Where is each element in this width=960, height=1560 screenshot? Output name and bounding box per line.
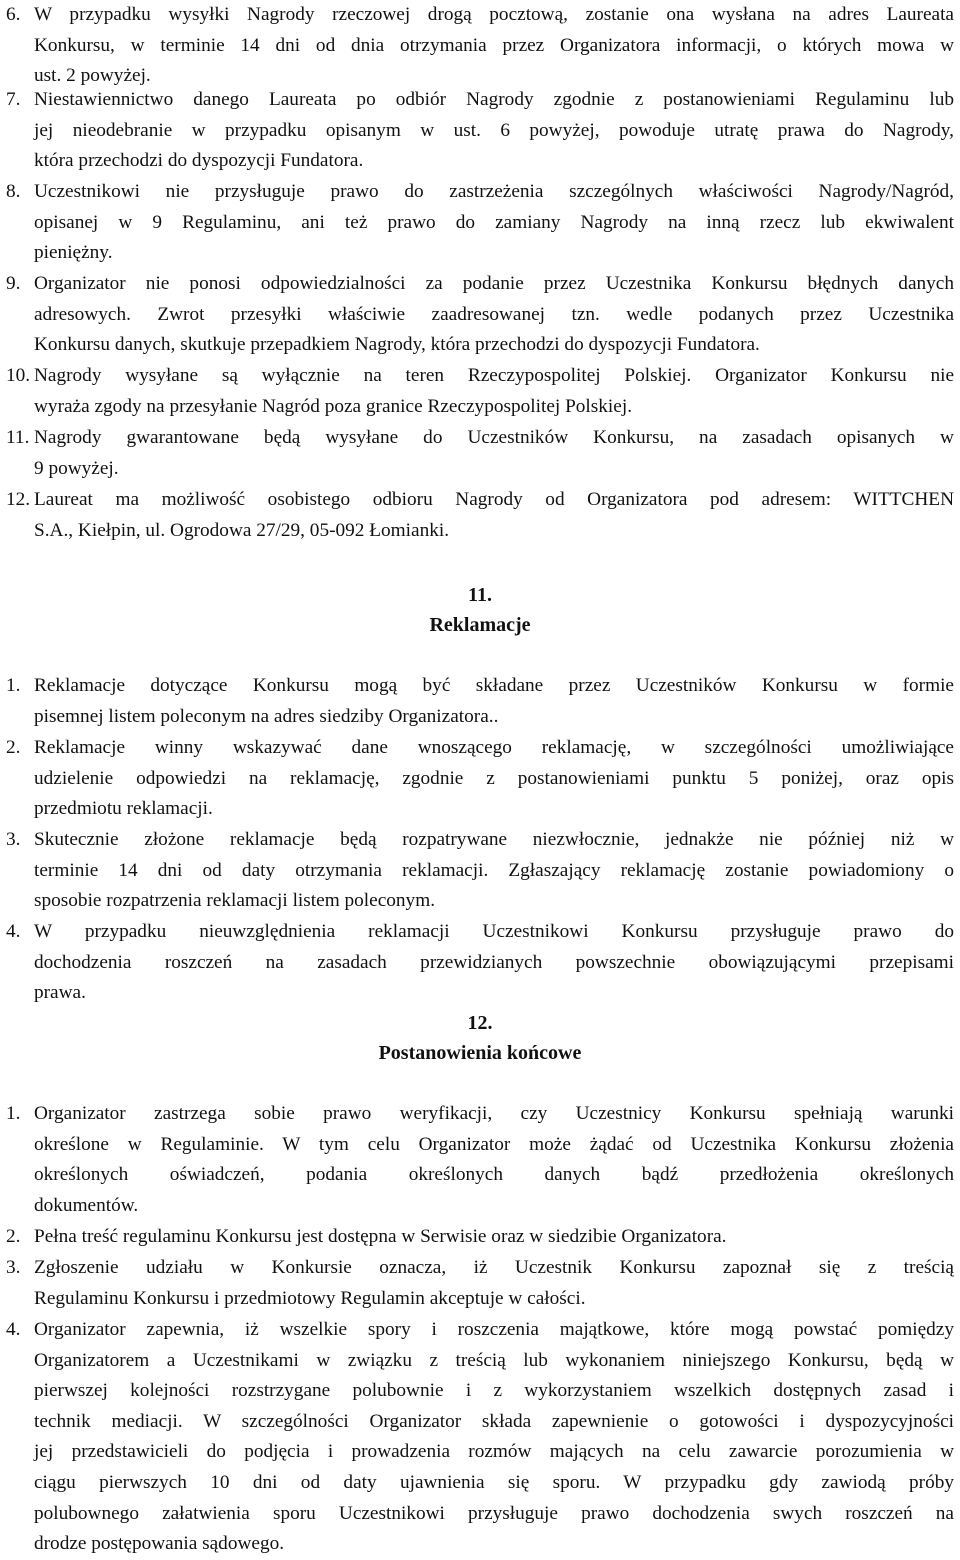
text-line: udzielenie odpowiedzi na reklamację, zgodnie z postanowieniami punktu 5 poniżej, oraz opis <box>34 767 954 789</box>
text-line: dochodzenia roszczeń na zasadach przewidzianych powszechnie obowiązującymi przepisami <box>34 951 954 973</box>
item-number: 4. <box>6 921 21 942</box>
text-line: Laureat ma możliwość osobistego odbioru Nagrody od Organizatora pod adresem: WITTCHEN <box>34 489 954 510</box>
text-line: Reklamacje winny wskazywać dane wnoszącego reklamację, w szczególności umożliwiające <box>34 737 954 758</box>
text-line: W przypadku wysyłki Nagrody rzeczowej drogą pocztową, zostanie ona wysłana na adres Laureata <box>34 4 954 25</box>
text-line: drodze postępowania sądowego. <box>34 1533 285 1555</box>
section-number: 12. <box>467 1012 493 1034</box>
text-line: Nagrody gwarantowane będą wysyłane do Uczestników Konkursu, na zasadach opisanych w <box>34 427 954 448</box>
item-number: 10. <box>6 365 31 386</box>
text-line: określone w Regulaminie. W tym celu Organizator może żądać od Uczestnika Konkursu złożenia <box>34 1133 954 1155</box>
text-line: 9 powyżej. <box>34 457 119 479</box>
text-line: S.A., Kiełpin, ul. Ogrodowa 27/29, 05-092 Łomianki. <box>34 519 450 541</box>
item-number: 11. <box>6 427 30 448</box>
text-line: która przechodzi do dyspozycji Fundatora. <box>34 150 364 172</box>
item-number: 2. <box>6 1226 21 1247</box>
item-number: 8. <box>6 181 21 202</box>
text-line: jej przedstawicieli do podjęcia i prowadzenia rozmów mających na celu zawarcie porozumienia w <box>34 1441 954 1463</box>
text-line: pierwszej kolejności rozstrzygane polubownie i z wykorzystaniem wszelkich dostępnych zasad i <box>34 1380 954 1402</box>
text-line: Niestawiennictwo danego Laureata po odbiór Nagrody zgodnie z postanowieniami Regulaminu lub <box>34 89 954 110</box>
text-line: Konkursu, w terminie 14 dni od dnia otrzymania przez Organizatora informacji, o których mowa w <box>34 34 954 56</box>
text-line: Nagrody wysyłane są wyłącznie na teren Rzeczypospolitej Polskiej. Organizator Konkursu nie <box>34 365 954 386</box>
text-line: polubownego załatwienia sporu Uczestnikowi przysługuje prawo dochodzenia swych roszczeń na <box>34 1502 954 1524</box>
item-number: 4. <box>6 1319 21 1340</box>
item-number: 6. <box>6 4 21 25</box>
text-line: pieniężny. <box>34 242 113 264</box>
item-number: 3. <box>6 1257 21 1278</box>
text-line: ust. 2 powyżej. <box>34 65 151 87</box>
section-title: Reklamacje <box>429 614 531 636</box>
text-line: wyraża zgody na przesyłanie Nagród poza granice Rzeczypospolitej Polskiej. <box>34 395 633 417</box>
text-line: Zgłoszenie udziału w Konkursie oznacza, iż Uczestnik Konkursu zapoznał się z treścią <box>34 1257 954 1278</box>
item-number: 3. <box>6 829 21 850</box>
text-line: Reklamacje dotyczące Konkursu mogą być składane przez Uczestników Konkursu w formie <box>34 675 954 696</box>
text-line: Konkursu danych, skutkuje przepadkiem Nagrody, która przechodzi do dyspozycji Fundatora. <box>34 334 760 356</box>
text-line: terminie 14 dni od daty otrzymania reklamacji. Zgłaszający reklamację zostanie powiadomiony o <box>34 859 954 881</box>
text-line: Organizator zapewnia, iż wszelkie spory i roszczenia majątkowe, które mogą powstać pomiędzy <box>34 1319 954 1340</box>
text-line: W przypadku nieuwzględnienia reklamacji Uczestnikowi Konkursu przysługuje prawo do <box>34 921 954 942</box>
text-line: określonych oświadczeń, podania określonych danych bądź przedłożenia określonych <box>34 1164 954 1186</box>
text-line: technik mediacji. W szczególności Organizator składa zapewnienie o gotowości i dyspozycyjności <box>34 1410 954 1432</box>
text-line: przedmiotu reklamacji. <box>34 798 213 820</box>
text-line: ciągu pierwszych 10 dni od daty ujawnienia się sporu. W przypadku gdy zawiodą próby <box>34 1472 954 1493</box>
text-line: Skutecznie złożone reklamacje będą rozpatrywane niezwłocznie, jednakże nie później niż w <box>34 829 954 850</box>
text-line: opisanej w 9 Regulaminu, ani też prawo do zamiany Nagrody na inną rzecz lub ekwiwalent <box>34 211 954 233</box>
item-number: 1. <box>6 1103 21 1124</box>
text-line: jej nieodebranie w przypadku opisanym w ust. 6 powyżej, powoduje utratę prawa do Nagrody, <box>34 119 954 141</box>
item-number: 1. <box>6 675 21 696</box>
item-number: 7. <box>6 89 21 110</box>
text-line: Regulaminu Konkursu i przedmiotowy Regulamin akceptuje w całości. <box>34 1287 586 1309</box>
item-number: 2. <box>6 737 21 758</box>
section-number: 11. <box>468 584 492 606</box>
text-line: Uczestnikowi nie przysługuje prawo do zastrzeżenia szczególnych właściwości Nagrody/Nagród, <box>34 181 954 202</box>
text-line: sposobie rozpatrzenia reklamacji listem poleconym. <box>34 890 436 912</box>
text-line: dokumentów. <box>34 1194 139 1216</box>
text-line: Organizator zastrzega sobie prawo weryfikacji, czy Uczestnicy Konkursu spełniają warunki <box>34 1103 954 1124</box>
item-number: 9. <box>6 273 21 294</box>
section-title: Postanowienia końcowe <box>378 1042 582 1064</box>
text-line: prawa. <box>34 982 86 1004</box>
text-line: Pełna treść regulaminu Konkursu jest dostępna w Serwisie oraz w siedzibie Organizatora. <box>34 1226 727 1247</box>
item-number: 12. <box>6 489 31 510</box>
text-line: Organizatorem a Uczestnikami w związku z treścią lub wykonaniem niniejszego Konkursu, będą w <box>34 1349 954 1371</box>
text-line: pisemnej listem poleconym na adres siedziby Organizatora.. <box>34 705 499 727</box>
text-line: Organizator nie ponosi odpowiedzialności za podanie przez Uczestnika Konkursu błędnych danych <box>34 273 954 294</box>
text-line: adresowych. Zwrot przesyłki właściwie zaadresowanej tzn. wedle podanych przez Uczestnika <box>34 303 954 325</box>
